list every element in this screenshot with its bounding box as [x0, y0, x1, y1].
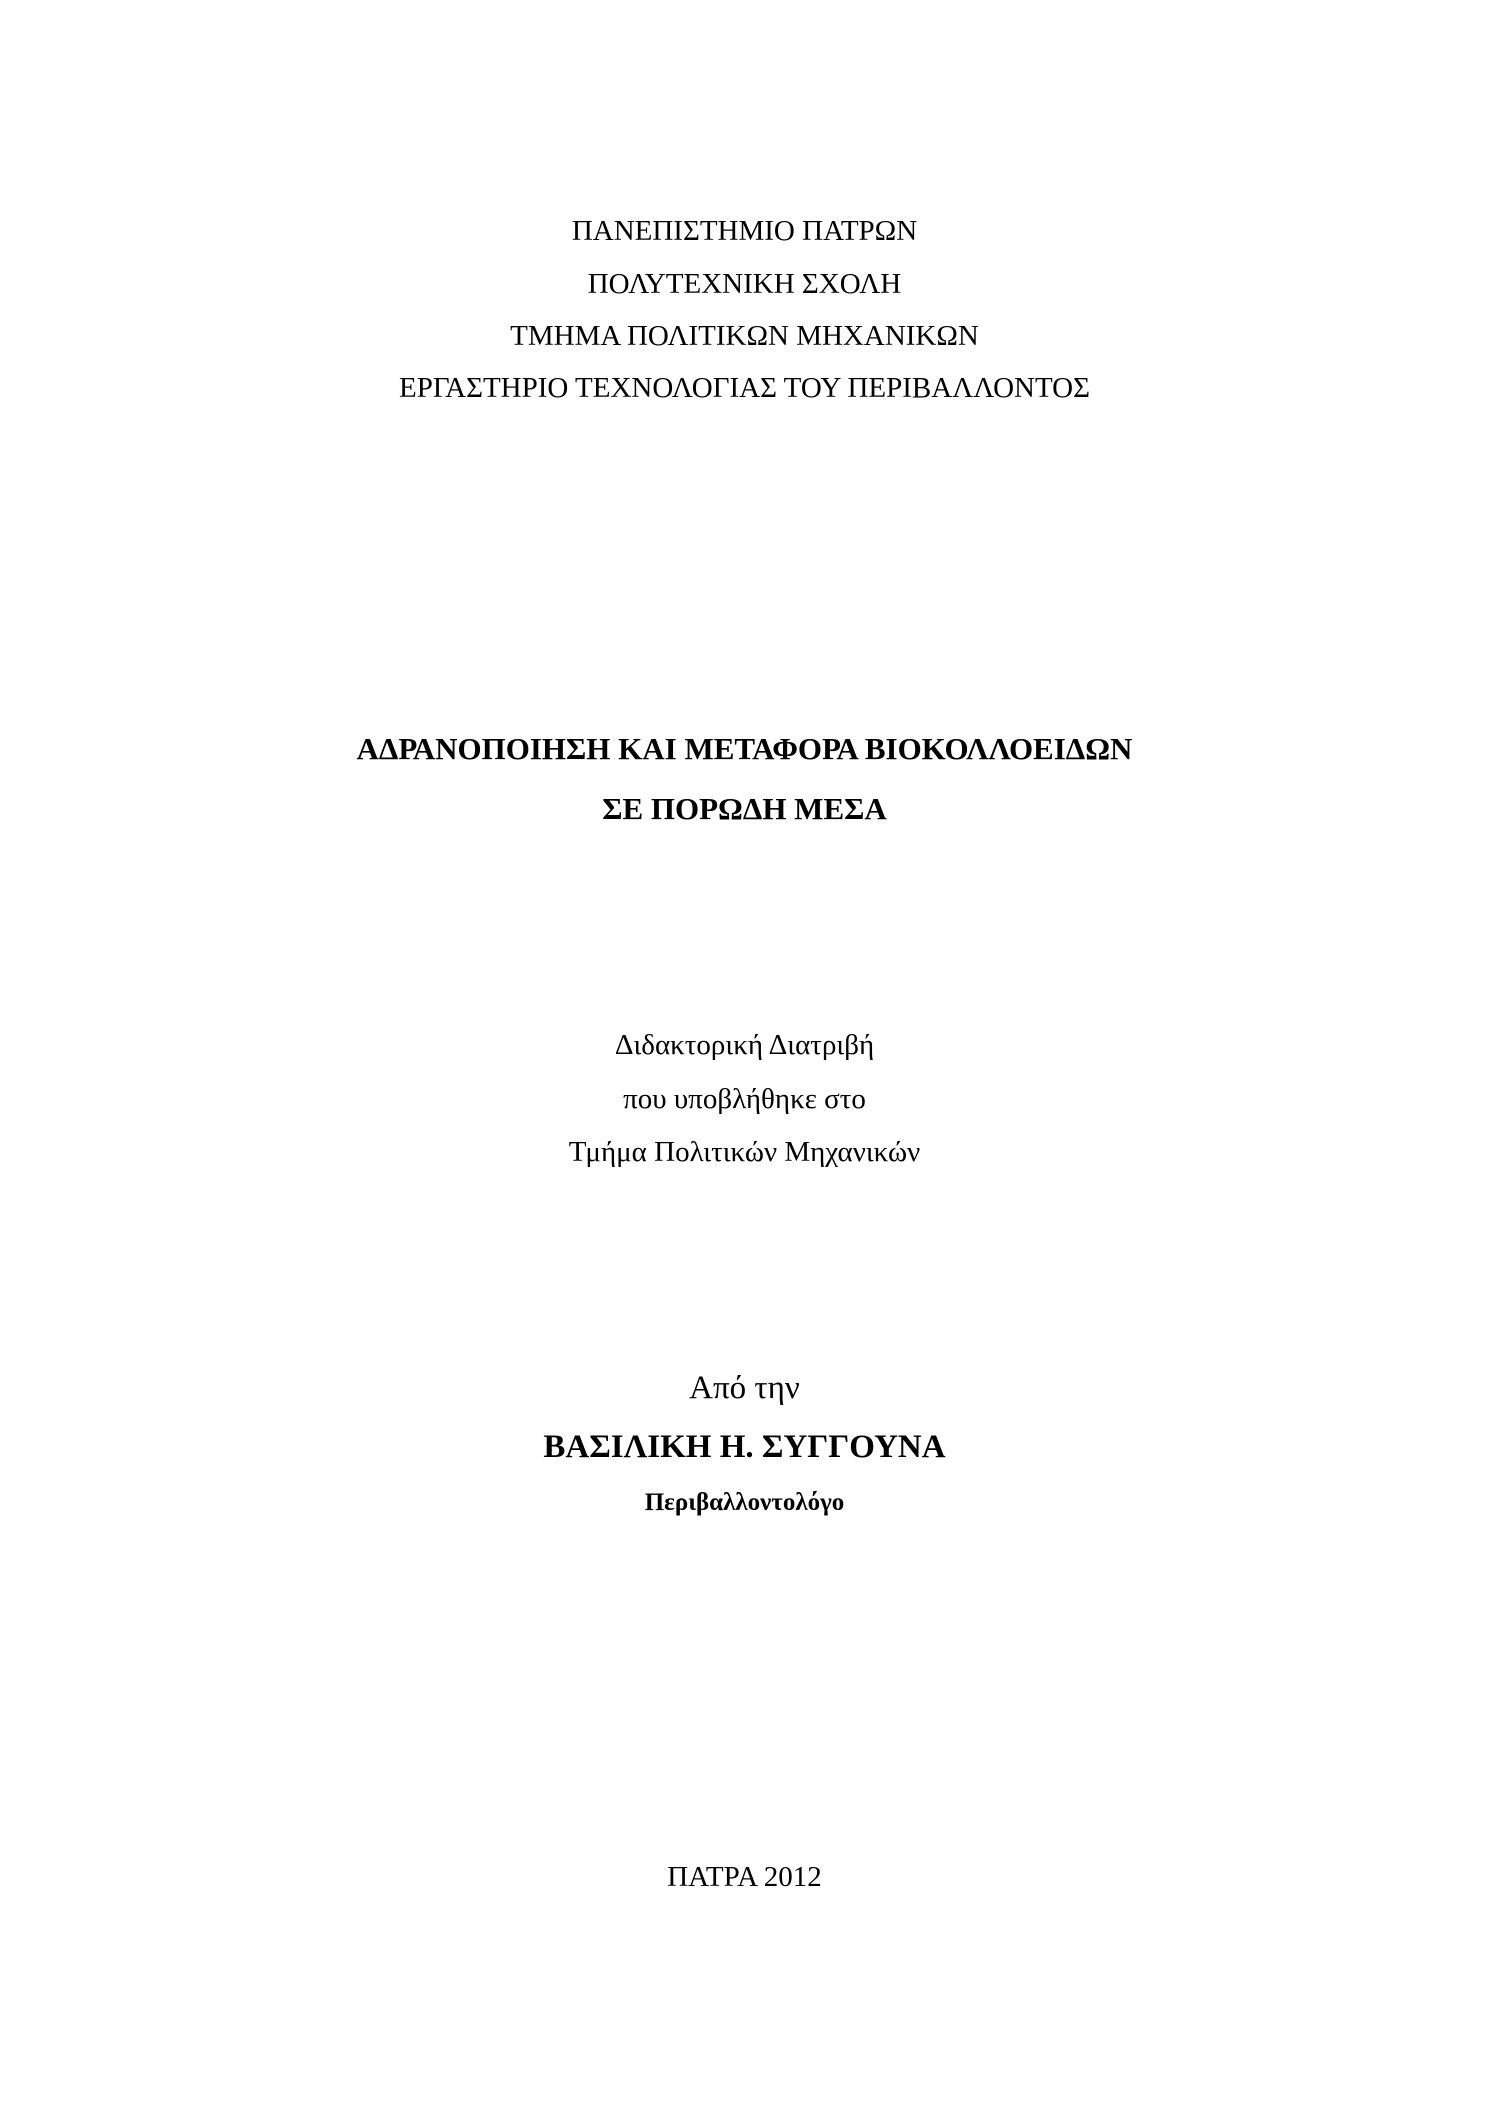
author-name: ΒΑΣΙΛΙΚΗ Η. ΣΥΓΓΟΥΝΑ — [543, 1429, 946, 1465]
author-intro: Από την — [689, 1370, 800, 1406]
thesis-type: Διδακτορική Διατριβή — [614, 1029, 875, 1061]
laboratory-name: ΕΡΓΑΣΤΗΡΙΟ ΤΕΧΝΟΛΟΓΙΑΣ ΤΟΥ ΠΕΡΙΒΑΛΛΟΝΤΟΣ — [399, 372, 1090, 404]
thesis-title-line-1: ΑΔΡΑΝΟΠΟΙΗΣΗ ΚΑΙ ΜΕΤΑΦΟΡΑ ΒΙΟΚΟΛΛΟΕΙΔΩΝ — [356, 731, 1133, 766]
thesis-title-line-2: ΣΕ ΠΟΡΩΔΗ ΜΕΣΑ — [602, 791, 887, 826]
submission-note: που υποβλήθηκε στο — [623, 1083, 866, 1115]
submission-department: Τμήμα Πολιτικών Μηχανικών — [568, 1136, 921, 1168]
author-profession: Περιβαλλοντολόγο — [644, 1489, 845, 1516]
department-name: ΤΜΗΜΑ ΠΟΛΙΤΙΚΩΝ ΜΗΧΑΝΙΚΩΝ — [510, 320, 979, 352]
university-name: ΠΑΝΕΠΙΣΤΗΜΙΟ ΠΑΤΡΩΝ — [571, 215, 918, 247]
school-name: ΠΟΛΥΤΕΧΝΙΚΗ ΣΧΟΛΗ — [587, 268, 902, 300]
place-and-year: ΠΑΤΡΑ 2012 — [667, 1861, 822, 1893]
